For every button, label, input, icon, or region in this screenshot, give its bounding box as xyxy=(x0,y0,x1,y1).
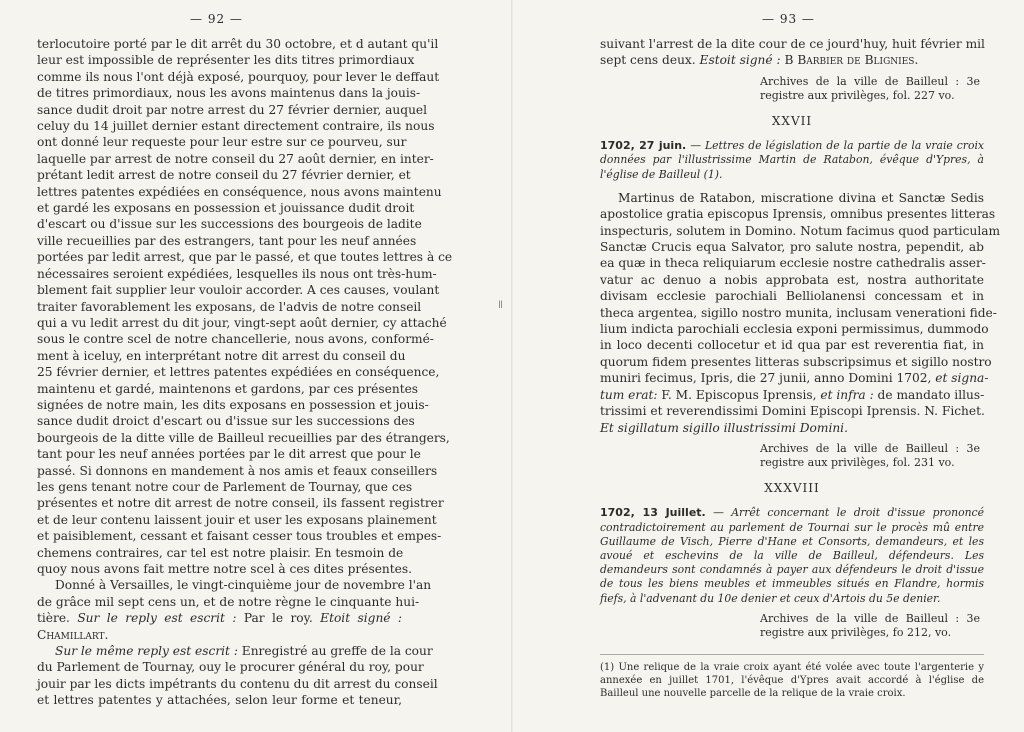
right-top-line-2 xyxy=(600,52,984,68)
text-line: Donné à Versailles, le vingt-cinquième jour de novembre l'an xyxy=(55,578,432,593)
doc2-text: — Arrêt concernant le droit d'issue prononcé contradictoirement au parlement de Tournai sur le procès mû entre Guillaume de Visch, Pierre d'Hane et Consorts, demandeurs, et les avoué et eschevins de la ville de Bailleul, défendeurs. Les demandeurs sont condamnés à payer aux défendeurs le droit d'issue de tous les biens meubles et immeubles situés en Flandre, hormis fiefs, à l'advenant du 10e denier et ceux d'Artois du 5e denier. xyxy=(600,506,984,605)
latin-line: muniri fecimus, Ipris, die 27 junii, anno Domini 1702, et signa- xyxy=(600,371,989,386)
text-line: sance dudit droict d'escart ou d'issue sur les successions des xyxy=(37,414,415,429)
top-line-2-text: sept cens deux. xyxy=(600,53,696,68)
text-line: chemens contraires, car tel est notre plaisir. En tesmoin de xyxy=(37,545,404,560)
latin-line: Martinus de Ratabon, miscratione divina et Sanctæ Sedis xyxy=(618,190,984,205)
page-number-93: — 93 — xyxy=(762,12,815,26)
text-line: jouir par les dicts impétrants du contenu du dit arrest du conseil xyxy=(37,676,438,691)
text-line: du Parlement de Tournay, ouy le procurer général du roy, pour xyxy=(37,660,424,675)
text-line: et paisiblement, cessant et faisant cesser tous troubles et empes- xyxy=(37,529,442,544)
text-line: blement fait supplier leur vouloir accorder. A ces causes, voulant xyxy=(37,283,440,298)
text-line: terlocutoire porté par le dit arrêt du 30 octobre, et d autant qu'il xyxy=(37,37,439,51)
text-line: et lettres patentes y attachées, selon leur forme et teneur, xyxy=(37,693,402,708)
latin-line: divisam ecclesie parochiali Belliolanensi concessam et in xyxy=(600,289,984,304)
text-line: qui a vu ledit arrest du dit jour, vingt-sept août dernier, cy attaché xyxy=(37,315,447,330)
latin-line: vatur ac denuo a nobis approbata est, nostra authoritate xyxy=(600,272,984,287)
top-line-2-signed: Estoit signé : xyxy=(699,53,781,68)
text-line: ville recueillies par des estrangers, tant pour les neuf années xyxy=(37,233,417,248)
text-line: sance dudit droit par notre arrest du 27 février dernier, auquel xyxy=(37,102,428,117)
text-line: portées par ledit arrest, que par le passé, et que toutes lettres à ce xyxy=(37,250,453,265)
text-line: tière. Sur le reply est escrit : Par le roy. Etoit signé : xyxy=(37,611,403,626)
archives-ref-2: Archives de la ville de Bailleul : 3e registre aux privilèges, fol. 231 vo. xyxy=(760,441,980,469)
page-number-92: — 92 — xyxy=(190,12,243,26)
text-line: sous le contre scel de notre chancellerie, nous avons, conformé- xyxy=(37,332,434,347)
text-line: prétant ledit arrest de notre conseil du 27 février dernier, et xyxy=(37,168,411,183)
footnote: (1) Une relique de la vraie croix ayant été volée avec toute l'argenterie y annexée en juillet 1701, l'évêque d'Ypres avait accordé à l'église de Bailleul une nouvelle parcelle de la relique de la vraie croix. xyxy=(600,654,984,700)
signature-chamillart: Chamillart. xyxy=(37,627,109,642)
latin-signatum: tum erat: xyxy=(600,387,658,402)
text-line: traiter favorablement les exposans, de l'advis de notre conseil xyxy=(37,299,422,314)
heading-xxvii: XXVII xyxy=(771,113,813,128)
text-line: et de leur contenu laissent jouir et user les exposans plainement xyxy=(37,512,437,527)
text-line: présentes et notre dit arrest de notre conseil, ils fassent registrer xyxy=(37,496,444,511)
text-line: passé. Si donnons en mandement à nos amis et feaux conseillers xyxy=(37,463,438,478)
latin-mandato: de mandato illus- xyxy=(873,387,985,402)
text-line: les gens tenant notre cour de Parlement de Tournay, que ces xyxy=(37,479,413,494)
right-page xyxy=(512,0,1024,732)
text-line: tant pour les neuf années portées par le dit arrest que pour le xyxy=(37,447,421,462)
archives-ref-1: Archives de la ville de Bailleul : 3e registre aux privilèges, fol. 227 vo. xyxy=(760,74,980,102)
latin-line: inspecturis, solutem in Domino. Notum facimus quod particulam xyxy=(600,223,1001,238)
latin-line: theca argentea, sigillo nostro munita, inclusam venerationi fide- xyxy=(600,305,997,320)
text-line: nécessaires seroient expédiées, lesquelles ils nous ont très-hum- xyxy=(37,266,437,281)
heading-xxxviii: XXXVIII xyxy=(764,480,820,495)
text-line: ont donné leur requeste pour leur estre sur ce pourveu, sur xyxy=(37,135,407,150)
text-line: maintenu et gardé, maintenons et gardons, par ces présentes xyxy=(37,381,419,396)
text-line: leur est impossible de représenter les dits titres primordiaux xyxy=(37,53,415,68)
left-page-body xyxy=(37,36,453,709)
right-top-line-1: suivant l'arrest de la dite cour de ce jourd'huy, huit février mil xyxy=(600,37,985,51)
text-line: de grâce mil sept cens un, et de notre règne le cinquante hui- xyxy=(37,594,420,609)
text-line: comme ils nous l'ont déjà exposé, pourquoy, pour lever le deffaut xyxy=(37,69,440,84)
latin-line-15: trissimi et reverendissimi Domini Episcopi Iprensis. N. Fichet. xyxy=(600,404,985,419)
right-page-body xyxy=(600,36,1001,700)
text-line: laquelle par arrest de notre conseil du 27 août dernier, en inter- xyxy=(37,151,434,166)
latin-letter xyxy=(600,190,1001,387)
text-line: bourgeois de la ditte ville de Bailleul recueillies par des étrangers, xyxy=(37,430,450,445)
signature-barbier: B Barbier de Blignies. xyxy=(784,53,919,68)
text-line: de titres primordiaux, nous les avons maintenus dans la jouis- xyxy=(37,86,421,101)
text-line: signées de notre main, les dits exposans en possession et jouis- xyxy=(37,397,429,412)
doc1-text: — Lettres de législation de la partie de la vraie croix données par l'illustrissime Martin de Ratabon, évêque d'Ypres, à l'église de Bailleul (1). xyxy=(600,139,984,181)
document-summary-2 xyxy=(600,506,984,605)
text-line: d'escart ou d'issue sur les successions des bourgeois de ladite xyxy=(37,217,422,232)
latin-line: Sanctæ Crucis equa Salvator, pro salute nostra, pependit, ab xyxy=(600,240,984,255)
text-line: Sur le même reply est escrit : Enregistré au greffe de la cour xyxy=(55,644,433,659)
latin-line: ea quæ in theca reliquiarum ecclesie nostre cathedralis asser- xyxy=(600,256,986,271)
text-line: ment à iceluy, en interprétant notre dit arrest du conseil du xyxy=(37,348,406,363)
gutter-mark: ǁ xyxy=(498,300,503,311)
text-line: et gardé les exposans en possession et jouissance dudit droit xyxy=(37,201,415,216)
document-summary-1 xyxy=(600,139,984,182)
latin-line: quorum fidem presentes litteras subscripsimus et sigillo nostro xyxy=(600,354,992,369)
text-line: 25 février dernier, et lettres patentes expédiées en conséquence, xyxy=(37,365,440,380)
archives-ref-3: Archives de la ville de Bailleul : 3e registre aux privilèges, fo 212, vo. xyxy=(760,611,980,639)
text-line: celuy du 14 juillet dernier estant directement contraire, ils nous xyxy=(37,119,435,134)
latin-line-16: Et sigillatum sigillo illustrissimi Domini. xyxy=(600,420,848,435)
doc2-date: 1702, 13 Juillet. xyxy=(600,506,706,520)
latin-line: in loco decenti collocetur et id qua par est reverentia fiat, in xyxy=(600,338,984,353)
latin-line: apostolice gratia episcopus Iprensis, omnibus presentes litteras xyxy=(600,207,996,222)
latin-et-infra: et infra : xyxy=(820,387,874,402)
latin-episcopus: F. M. Episcopus Iprensis, xyxy=(657,387,817,402)
latin-line-14 xyxy=(600,387,984,403)
latin-line: lium indicta parochiali ecclesia exponi permissimus, dummodo xyxy=(600,322,989,337)
text-line: lettres patentes expédiées en conséquence, nous avons maintenu xyxy=(37,184,442,199)
text-line: quoy nous avons fait mettre notre scel à ces dites présentes. xyxy=(37,562,413,576)
doc1-date: 1702, 27 juin. xyxy=(600,139,687,153)
